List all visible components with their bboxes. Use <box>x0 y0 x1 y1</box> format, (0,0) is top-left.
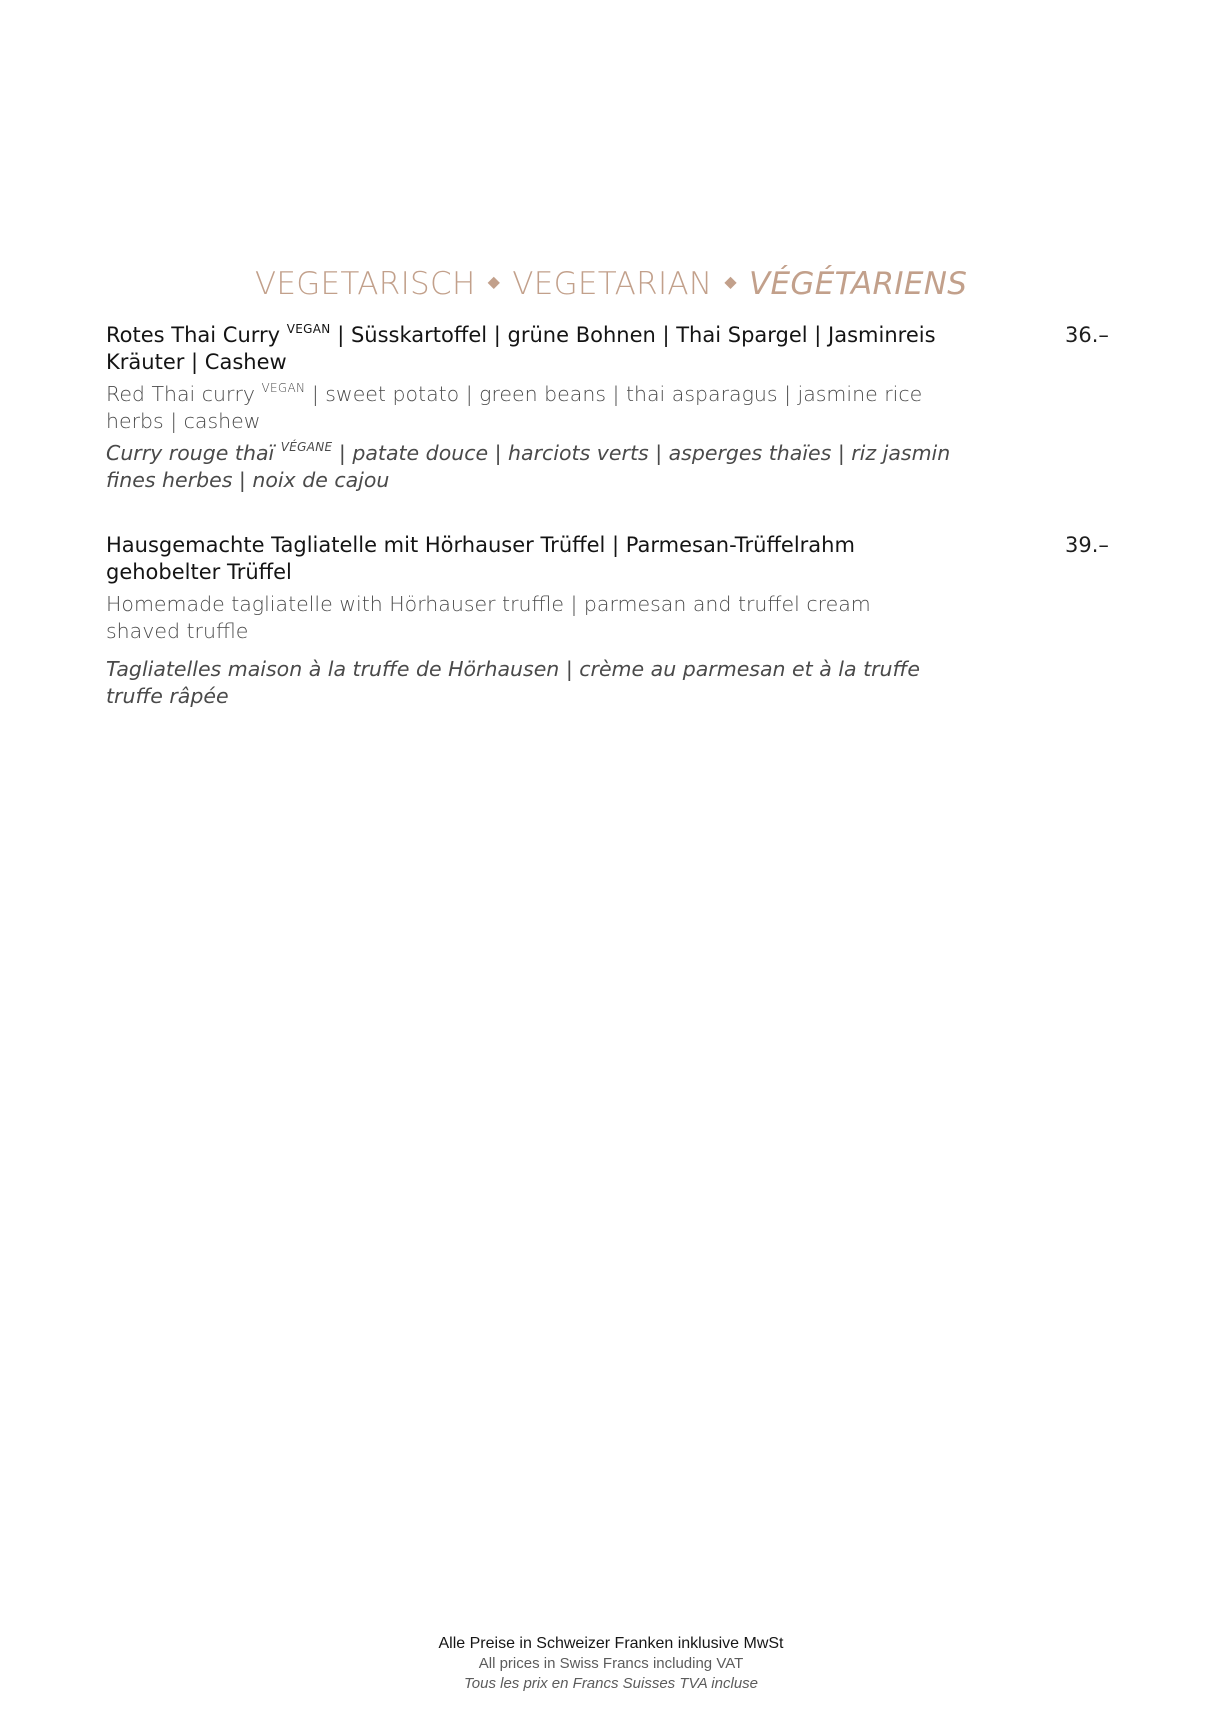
title-de: VEGETARISCH <box>254 265 476 302</box>
dish-line: Hausgemachte Tagliatelle mit Hörhauser Trüffel | Parmesan-Trüffelrahm <box>106 533 855 557</box>
dish-description-fr <box>106 440 976 494</box>
price-note-en: All prices in Swiss Francs including VAT <box>478 1655 744 1672</box>
menu-item-tagliatelle <box>106 532 1109 710</box>
dish-description-en <box>106 591 976 645</box>
dish-line: Kräuter | Cashew <box>106 350 287 374</box>
dish-line: Tagliatelles maison à la truffe de Hörhausen | crème au parmesan et à la truffe <box>106 657 920 681</box>
vegan-tag: VEGAN <box>286 322 331 336</box>
menu-item-thai-curry <box>106 322 1109 494</box>
dish-line: fines herbes | noix de cajou <box>106 468 390 492</box>
price-note-de: Alle Preise in Schweizer Franken inklusive MwSt <box>438 1635 784 1652</box>
dish-line: shaved truffle <box>106 619 249 643</box>
dish-line: Red Thai curry $^{VEGAN}$ | sweet potato | green beans | thai asparagus | jasmine rice <box>106 381 923 406</box>
dish-description-de <box>106 322 976 376</box>
dish-description <box>106 532 976 710</box>
dish-line: gehobelter Trüffel <box>106 560 292 584</box>
dish-line: truffe râpée <box>106 684 229 708</box>
page-title <box>0 264 1222 306</box>
vegan-tag: VEGAN <box>261 381 306 395</box>
dish-line: Rotes Thai Curry $^{VEGAN}$ | Süsskartoffel | grüne Bohnen | Thai Spargel | Jasminreis <box>106 322 936 347</box>
dish-price: 39.– <box>1065 533 1109 557</box>
price-note-fr: Tous les prix en Francs Suisses TVA incluse <box>463 1675 759 1692</box>
dish-line: Curry rouge thaï $^{VÉGANE}$ | patate douce | harciots verts | asperges thaïes | riz jasmin <box>106 440 951 465</box>
price-note-footer <box>0 1634 1222 1694</box>
dish-description-en <box>106 381 976 435</box>
dish-line: Homemade tagliatelle with Hörhauser truffle | parmesan and truffel cream <box>106 592 871 616</box>
vegan-tag: VÉGANE <box>280 440 333 454</box>
dish-description-fr <box>106 656 976 710</box>
title-en: VEGETARIAN <box>512 265 713 302</box>
dish-description <box>106 322 976 494</box>
dish-line: herbs | cashew <box>106 409 261 433</box>
dish-price: 36.– <box>1065 323 1109 347</box>
diamond-separator-icon: ◆ <box>487 272 501 292</box>
title-fr: VÉGÉTARIENS <box>749 265 968 302</box>
dish-description-de <box>106 532 976 586</box>
diamond-separator-icon: ◆ <box>724 272 738 292</box>
